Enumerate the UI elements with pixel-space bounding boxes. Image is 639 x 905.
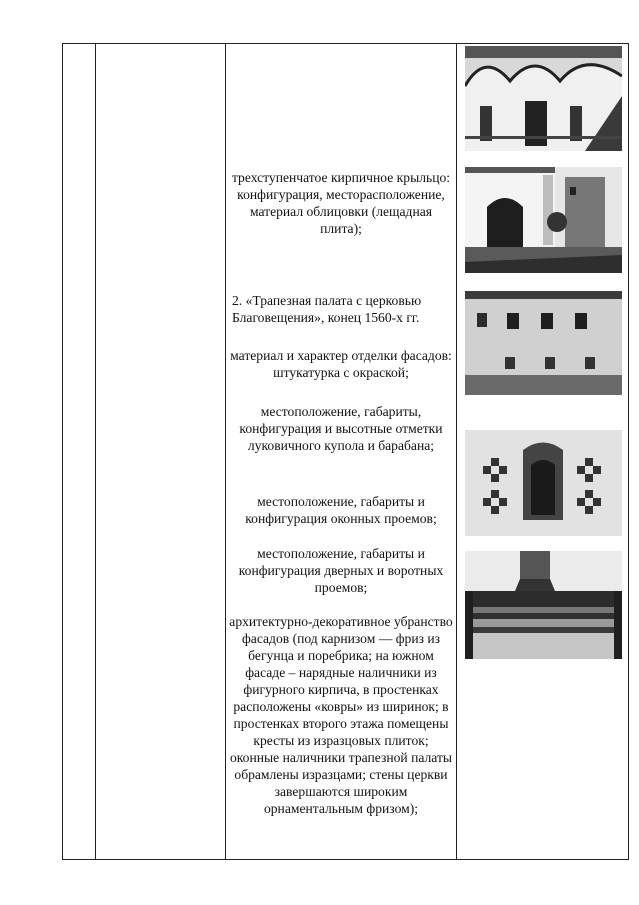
requirement-doors: местоположение, габариты и конфигурация дверных и воротных проемов; <box>238 546 444 595</box>
table-border-left <box>62 43 63 860</box>
table-border-right <box>628 43 629 860</box>
table-top-border <box>62 43 629 44</box>
refectory-facade-photo <box>465 291 622 395</box>
decorated-window-photo <box>465 430 622 536</box>
requirement-dome: местоположение, габариты, конфигурация и высотные отметки луковичного купола и барабана; <box>239 404 443 453</box>
requirement-windows: местоположение, габариты и конфигурация оконных проемов; <box>245 494 437 526</box>
column-divider-2 <box>225 43 226 860</box>
object-heading <box>232 292 454 326</box>
object-number: 2. <box>232 293 243 308</box>
church-facade-photo <box>465 46 622 151</box>
cornice-frieze-photo <box>465 551 622 659</box>
table-bottom-border <box>62 859 629 860</box>
requirement-porch: трехступенчатое кирпичное крыльцо: конфигурация, месторасположение, материал облицовки (лещадная плита); <box>231 170 451 236</box>
requirement-decor: архитектурно-декоративное убранство фасадов (под карнизом — фриз из бегунца и поребрика; на южном фасаде – нарядные наличники из фигурного кирпича, в простенках расположены «ковры» из ширинок; в простенках второго этажа помещены кресты из изразцовых плиток; оконные наличники трапезной палаты обрамлены изразцами; стены церкви завершаются широким орнаментальным фризом); <box>229 614 453 816</box>
porch-entrance-photo <box>465 167 622 273</box>
column-divider-3 <box>456 43 457 860</box>
requirement-facade-material: материал и характер отделки фасадов: штукатурка с окраской; <box>230 348 452 380</box>
column-divider-1 <box>95 43 96 860</box>
object-title: «Трапезная палата с церковью Благовещения», конец 1560-х гг. <box>232 293 422 325</box>
